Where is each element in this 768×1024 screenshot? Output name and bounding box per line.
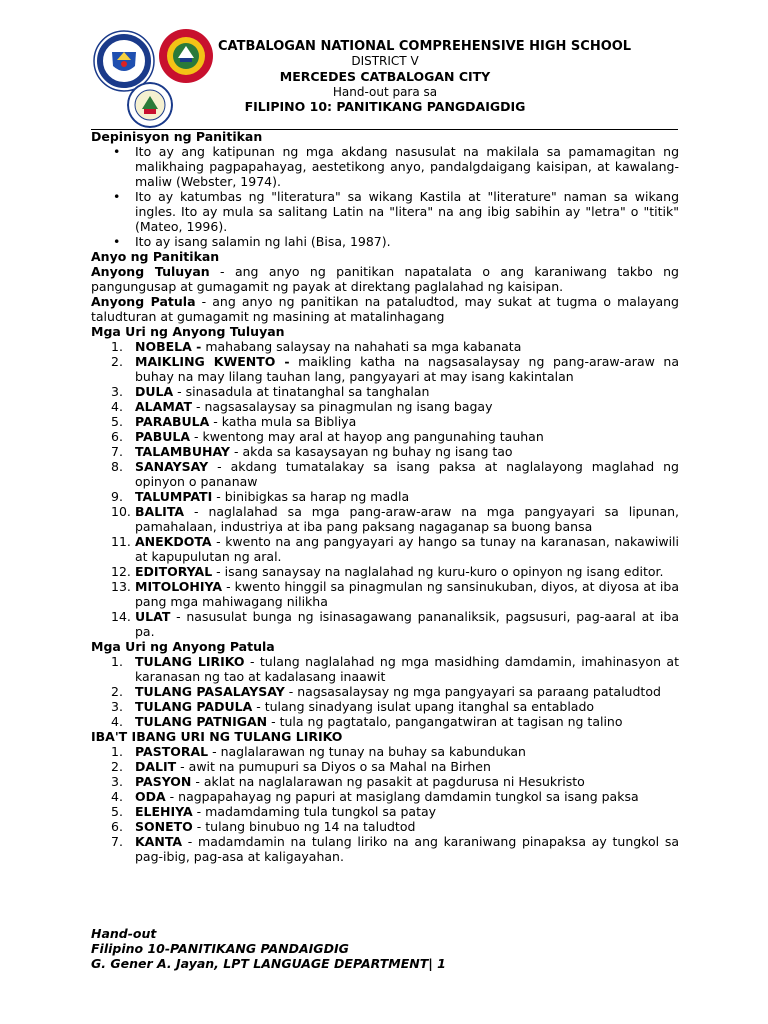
item-number: 5. — [111, 414, 123, 429]
item-term: BALITA — [135, 504, 185, 519]
item-term: DALIT — [135, 759, 177, 774]
footer-line: Hand-out — [91, 926, 157, 941]
school-seal-logo — [127, 82, 173, 128]
list-item — [91, 759, 679, 774]
footer-line: G. Gener A. Jayan, LPT LANGUAGE DEPARTMENT| 1 — [91, 956, 446, 971]
item-term: ULAT — [135, 609, 171, 624]
definition: - ang anyo ng panitikan napatalata o ang karaniwang takbo ng pangungusap at gumagamit ng payak at direktang paglalahad ng kaisipan. — [91, 264, 679, 294]
list-item — [91, 609, 679, 639]
item-term: MITOLOHIYA — [135, 579, 223, 594]
tuluyan-definition — [91, 264, 679, 294]
item-number: 1. — [111, 339, 123, 354]
school-name: CATBALOGAN NATIONAL COMPREHENSIVE HIGH SCHOOL — [218, 39, 632, 54]
prose-list — [91, 339, 679, 639]
lyric-list — [91, 744, 679, 864]
item-term: KANTA — [135, 834, 183, 849]
item-definition: - sinasadula at tinatanghal sa tanghalan — [173, 384, 430, 399]
section-title-forms: Anyo ng Panitikan — [91, 249, 220, 264]
definition-list — [91, 144, 679, 249]
item-definition: - awit na pumupuri sa Diyos o sa Mahal na Birhen — [176, 759, 491, 774]
list-item — [91, 744, 679, 759]
list-item — [91, 489, 679, 504]
item-term: ELEHIYA — [135, 804, 193, 819]
definition-item: • Ito ay isang salamin ng lahi (Bisa, 1987). — [91, 234, 679, 249]
section-title-prose: Mga Uri ng Anyong Tuluyan — [91, 324, 285, 339]
item-term: SONETO — [135, 819, 193, 834]
item-number: 3. — [111, 699, 123, 714]
item-term: TULANG PATNIGAN — [135, 714, 268, 729]
item-definition: - naglalarawan ng tunay na buhay sa kabundukan — [208, 744, 526, 759]
item-number: 2. — [111, 759, 123, 774]
item-number: 6. — [111, 429, 123, 444]
item-definition: - madamdaming tula tungkol sa patay — [192, 804, 437, 819]
poetry-list — [91, 654, 679, 729]
item-term: MAIKLING KWENTO - — [135, 354, 290, 369]
item-term: TULANG PADULA — [135, 699, 253, 714]
list-item — [91, 789, 679, 804]
definition-item: • Ito ay ang katipunan ng mga akdang nasusulat na makilala sa pamamagitan ng malikhaing pagpapahayag, aestetikong anyo, pandalgdaigang kaisipan, at kawalang-maliw (Webster, 1974). — [91, 144, 679, 189]
list-item — [91, 399, 679, 414]
list-item — [91, 774, 679, 789]
item-number: 4. — [111, 399, 123, 414]
item-definition: - kwento na ang pangyayari ay hango sa tunay na karanasan, nakawiwili at kapupulutan ng aral. — [135, 534, 679, 564]
item-definition: - isang sanaysay na naglalahad ng kuru-kuro o opinyon ng isang editor. — [212, 564, 664, 579]
item-definition: - akdang tumatalakay sa isang paksa at naglalayong maglahad ng opinyon o pananaw — [135, 459, 679, 489]
item-number: 5. — [111, 804, 123, 819]
item-term: PARABULA — [135, 414, 210, 429]
item-number: 11. — [111, 534, 131, 549]
item-number: 1. — [111, 654, 123, 669]
list-item — [91, 534, 679, 564]
section-title-definition: Depinisyon ng Panitikan — [91, 129, 263, 144]
page-footer — [91, 926, 446, 971]
item-number: 4. — [111, 714, 123, 729]
item-number: 8. — [111, 459, 123, 474]
item-number: 12. — [111, 564, 131, 579]
item-number: 2. — [111, 684, 123, 699]
list-item — [91, 714, 679, 729]
item-definition: - nasusulat bunga ng isinasagawang pananaliksik, pagsusuri, pag-aaral at iba pa. — [135, 609, 679, 639]
term: Anyong Tuluyan — [91, 264, 210, 279]
list-item — [91, 654, 679, 684]
item-number: 7. — [111, 444, 123, 459]
list-item — [91, 444, 679, 459]
footer-line: Filipino 10-PANITIKANG PANDAIGDIG — [91, 941, 349, 956]
subject-title: FILIPINO 10: PANITIKANG PANGDAIGDIG — [244, 99, 526, 114]
item-number: 14. — [111, 609, 131, 624]
item-definition: - naglalahad sa mga pang-araw-araw na mga pangyayari sa lipunan, pamahalaan, industriya at iba pang paksang nagaganap sa buong bansa — [135, 504, 679, 534]
item-definition: - tula ng pagtatalo, pangangatwiran at tagisan ng talino — [267, 714, 623, 729]
list-item — [91, 339, 679, 354]
item-number: 13. — [111, 579, 131, 594]
item-number: 2. — [111, 354, 123, 369]
section-title-lyric: IBA'T IBANG URI NG TULANG LIRIKO — [91, 729, 343, 744]
item-definition: - nagsasalaysay sa pinagmulan ng isang bagay — [191, 399, 493, 414]
item-term: PASYON — [135, 774, 192, 789]
item-definition: - binibigkas sa harap ng madla — [212, 489, 410, 504]
term: Anyong Patula — [91, 294, 196, 309]
item-number: 7. — [111, 834, 123, 849]
list-item — [91, 804, 679, 819]
item-definition: - madamdamin na tulang liriko na ang karaniwang pinapaksa ay tungkol sa pag-ibig, pag-asa at kaligayahan. — [135, 834, 679, 864]
list-item — [91, 684, 679, 699]
list-item — [91, 699, 679, 714]
list-item — [91, 429, 679, 444]
item-number: 3. — [111, 774, 123, 789]
list-item — [91, 834, 679, 864]
item-number: 4. — [111, 789, 123, 804]
list-item — [91, 414, 679, 429]
list-item — [91, 819, 679, 834]
list-item — [91, 564, 679, 579]
item-number: 9. — [111, 489, 123, 504]
item-term: TALAMBUHAY — [135, 444, 230, 459]
city: MERCEDES CATBALOGAN CITY — [279, 69, 491, 84]
definition-item: • Ito ay katumbas ng "literatura" sa wikang Kastila at "literature" naman sa wikang ingles. Ito ay mula sa salitang Latin na "litera" na ang ibig sabihin ay "letra" o "titik"(Mateo, 1996). — [91, 189, 679, 234]
item-definition: mahabang salaysay na nahahati sa mga kabanata — [201, 339, 522, 354]
item-term: ALAMAT — [135, 399, 192, 414]
item-number: 1. — [111, 744, 123, 759]
item-term: PABULA — [135, 429, 191, 444]
district: DISTRICT V — [351, 54, 419, 68]
item-definition: - tulang naglalahad ng mga masidhing damdamin, imahinasyon at karanasan ng tao at kadalasang inaawit — [135, 654, 679, 684]
item-definition: - nagpapahayag ng papuri at masiglang damdamin tungkol sa isang paksa — [165, 789, 639, 804]
handout-label: Hand-out para sa — [332, 85, 438, 99]
item-definition: - nagsasalaysay ng mga pangyayari sa paraang pataludtod — [284, 684, 661, 699]
item-definition: - kwento hinggil sa pinagmulan ng sansinukuban, diyos, at diyosa at iba pang mga mahiwagang nilikha — [135, 579, 679, 609]
item-definition: - katha mula sa Bibliya — [209, 414, 357, 429]
list-item — [91, 384, 679, 399]
definition: - ang anyo ng panitikan na pataludtod, may sukat at tugma o malayang taludturan at gumagamit ng masining at matalinhagang — [91, 294, 679, 324]
item-term: ODA — [135, 789, 166, 804]
item-definition: maikling katha na nagsasalaysay ng pang-araw-araw na buhay na may lilang tauhan lang, pangyayari at may isang kakintalan — [135, 354, 679, 384]
city-seal-logo — [158, 28, 214, 84]
item-definition: - tulang sinadyang isulat upang itanghal sa entablado — [252, 699, 595, 714]
item-definition: - tulang binubuo ng 14 na taludtod — [192, 819, 416, 834]
item-term: NOBELA - — [135, 339, 202, 354]
item-term: DULA — [135, 384, 174, 399]
item-definition: - aklat na naglalarawan ng pasakit at pagdurusa ni Hesukristo — [191, 774, 585, 789]
list-item — [91, 459, 679, 489]
item-definition: - akda sa kasaysayan ng buhay ng isang tao — [229, 444, 513, 459]
patula-definition — [91, 294, 679, 324]
handout-body — [91, 129, 679, 864]
item-number: 10. — [111, 504, 131, 519]
item-term: TULANG LIRIKO — [135, 654, 245, 669]
item-definition: - kwentong may aral at hayop ang pangunahing tauhan — [190, 429, 544, 444]
list-item — [91, 354, 679, 384]
item-term: PASTORAL — [135, 744, 209, 759]
list-item — [91, 579, 679, 609]
list-item — [91, 504, 679, 534]
section-title-poetry: Mga Uri ng Anyong Patula — [91, 639, 275, 654]
item-number: 3. — [111, 384, 123, 399]
item-term: TULANG PASALAYSAY — [135, 684, 285, 699]
item-term: EDITORYAL — [135, 564, 213, 579]
item-number: 6. — [111, 819, 123, 834]
item-term: TALUMPATI — [135, 489, 213, 504]
item-term: SANAYSAY — [135, 459, 209, 474]
item-term: ANEKDOTA — [135, 534, 212, 549]
